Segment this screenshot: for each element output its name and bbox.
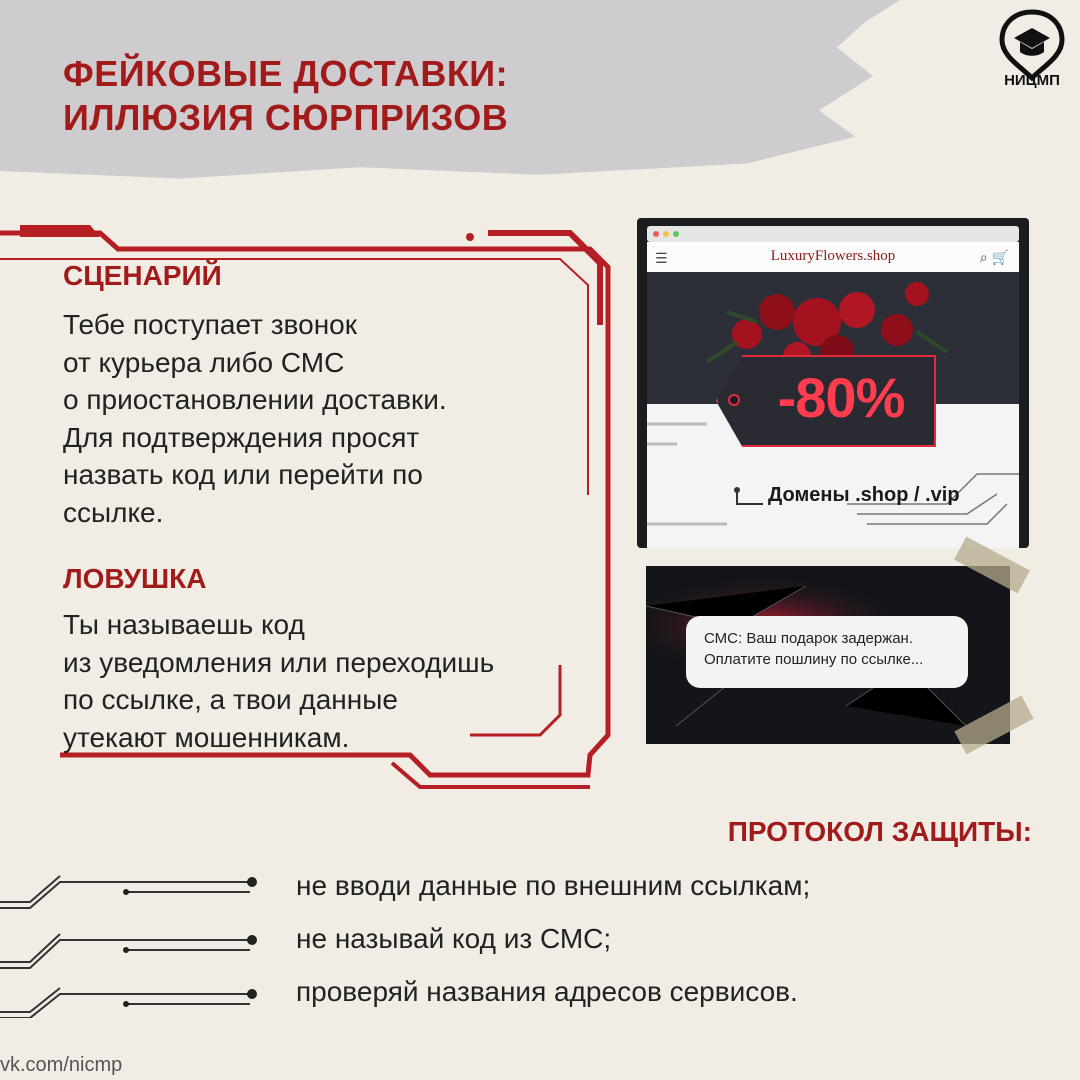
bullet-circuit-lines <box>0 868 270 1018</box>
logo-text: НИЦМП <box>1004 72 1060 89</box>
protocol-item: не вводи данные по внешним ссылкам; <box>296 870 811 901</box>
sms-message: СМС: Ваш подарок задержан. Оплатите пошлину по ссылке... <box>704 630 924 668</box>
cart-icon: ⌕ 🛒 <box>979 249 1009 265</box>
protocol-item: не называй код из СМС; <box>296 923 612 954</box>
scenario-text: Тебе поступает звонок от курьера либо СМС о приостановлении доставки. Для подтверждения просят назвать код или перейти по ссылке. <box>63 309 447 528</box>
tag-hole-icon <box>728 394 740 406</box>
shop-header <box>647 242 1019 272</box>
close-dot-icon <box>653 231 659 237</box>
domains-caption: Домены .shop / .vip <box>768 484 960 506</box>
maximize-dot-icon <box>673 231 679 237</box>
shop-site-name: LuxuryFlowers.shop <box>770 248 896 264</box>
title-line-2: ИЛЛЮЗИЯ СЮРПРИЗОВ <box>63 97 509 138</box>
browser-bar <box>647 226 1019 242</box>
scenario-heading: СЦЕНАРИЙ <box>63 260 222 291</box>
page-title <box>63 52 623 140</box>
minimize-dot-icon <box>663 231 669 237</box>
protocol-item: проверяй названия адресов сервисов. <box>296 976 798 1007</box>
discount-text: -80% <box>777 366 905 429</box>
hamburger-menu-icon: ☰ <box>655 250 668 266</box>
protocol-heading: ПРОТОКОЛ ЗАЩИТЫ: <box>727 816 1032 847</box>
trap-heading: ЛОВУШКА <box>63 563 207 594</box>
footer-link[interactable]: vk.com/nicmp <box>0 1054 123 1076</box>
trap-text: Ты называешь код из уведомления или переходишь по ссылке, а твои данные утекают мошенникам. <box>63 609 495 753</box>
title-line-1: ФЕЙКОВЫЕ ДОСТАВКИ: <box>63 53 509 94</box>
